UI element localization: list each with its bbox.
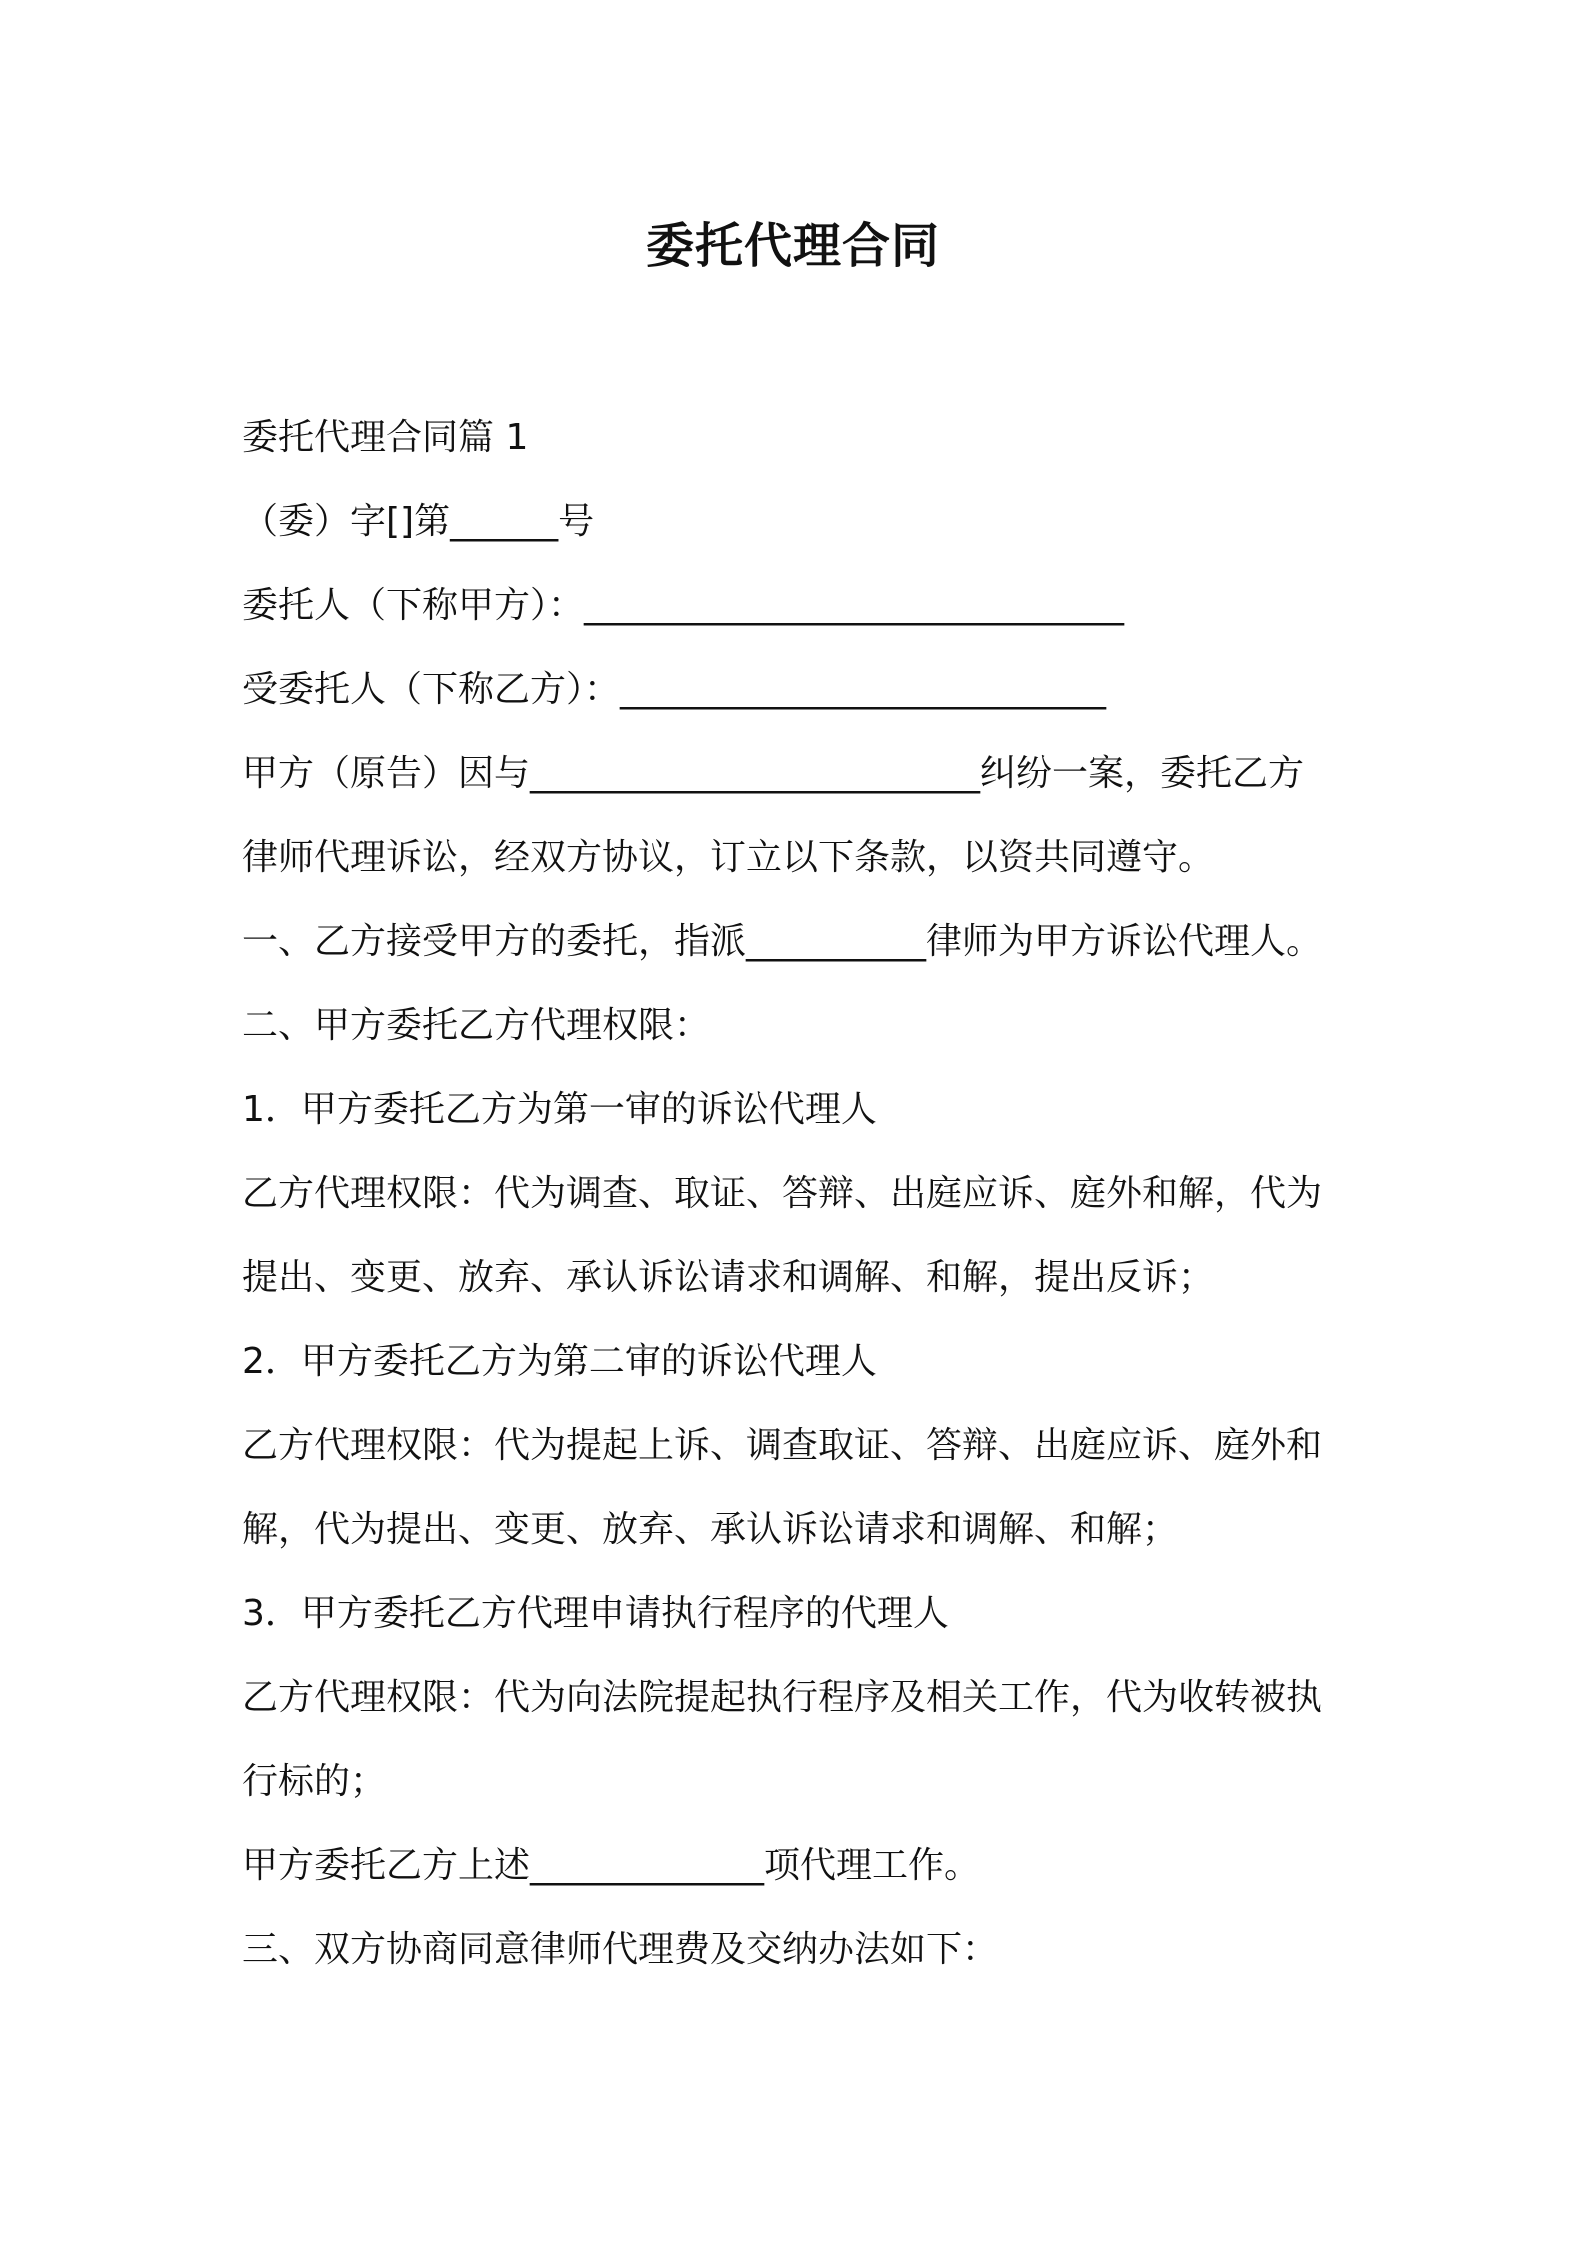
paragraph-line: 甲方委托乙方上述_____________项代理工作。 xyxy=(242,1845,981,1886)
paragraph-line: 律师代理诉讼，经双方协议，订立以下条款，以资共同遵守。 xyxy=(242,837,1215,878)
paragraph-line: 甲方（原告）因与_________________________纠纷一案，委托乙方 xyxy=(242,753,1305,794)
subclause-heading: 1．甲方委托乙方为第一审的诉讼代理人 xyxy=(242,1089,877,1130)
subclause-heading: 3．甲方委托乙方代理申请执行程序的代理人 xyxy=(242,1593,949,1634)
document-title: 委托代理合同 xyxy=(645,218,940,274)
paragraph-line: 乙方代理权限：代为提起上诉、调查取证、答辩、出庭应诉、庭外和 xyxy=(242,1425,1323,1466)
paragraph-line: 解，代为提出、变更、放弃、承认诉讼请求和调解、和解； xyxy=(242,1509,1179,1550)
clause-heading: 二、甲方委托乙方代理权限： xyxy=(242,1005,711,1046)
paragraph-line: 乙方代理权限：代为调查、取证、答辩、出庭应诉、庭外和解，代为 xyxy=(242,1173,1323,1214)
contract-number-line: （委）字[]第______号 xyxy=(242,501,595,542)
paragraph-line: 提出、变更、放弃、承认诉讼请求和调解、和解，提出反诉； xyxy=(242,1257,1215,1298)
principal-line: 委托人（下称甲方）：______________________________ xyxy=(242,585,1125,626)
section-heading: 委托代理合同篇 1 xyxy=(242,417,529,458)
paragraph-line: 行标的； xyxy=(242,1761,387,1802)
clause-heading: 三、双方协商同意律师代理费及交纳办法如下： xyxy=(242,1929,999,1970)
subclause-heading: 2．甲方委托乙方为第二审的诉讼代理人 xyxy=(242,1341,877,1382)
clause-line: 一、乙方接受甲方的委托，指派__________律师为甲方诉讼代理人。 xyxy=(242,921,1323,962)
agent-line: 受委托人（下称乙方）：___________________________ xyxy=(242,669,1107,710)
paragraph-line: 乙方代理权限：代为向法院提起执行程序及相关工作，代为收转被执 xyxy=(242,1677,1323,1718)
